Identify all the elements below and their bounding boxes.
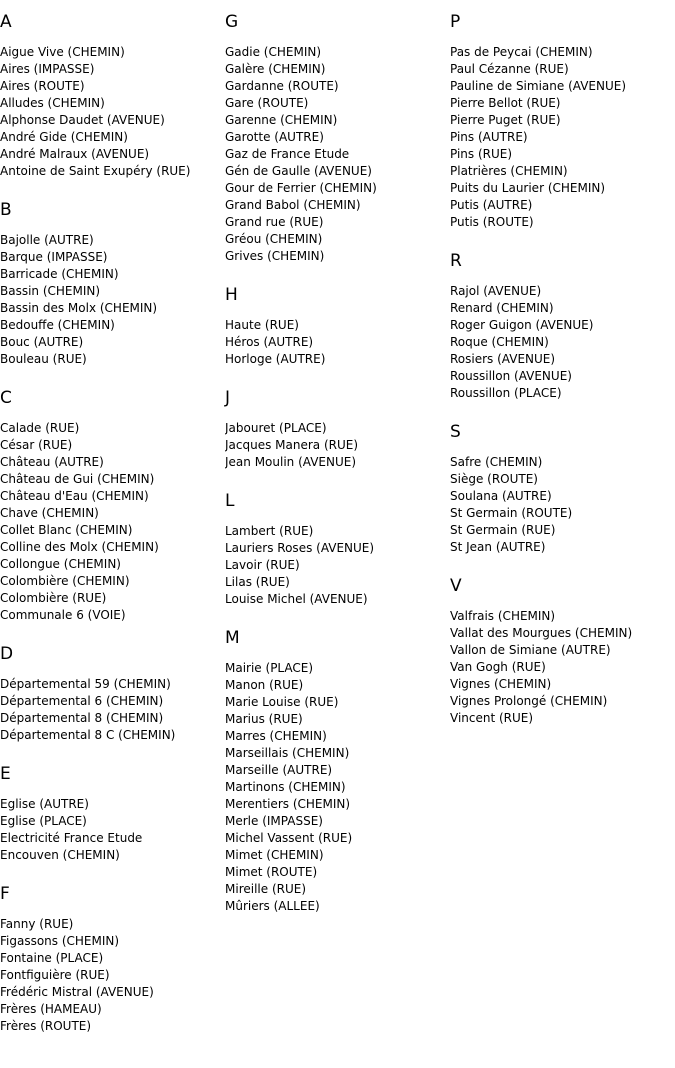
street-name: Roussillon (AVENUE) [450, 369, 572, 383]
street-name: Siège (ROUTE) [450, 472, 538, 486]
street-name: Gén de Gaulle (AVENUE) [225, 164, 372, 178]
letter-heading: B [0, 200, 12, 220]
street-name: Vignes (CHEMIN) [450, 677, 552, 691]
street-column-3 [450, 12, 675, 747]
street-name: Marres (CHEMIN) [225, 729, 327, 743]
letter-group-j [225, 388, 450, 471]
street-name: Château de Gui (CHEMIN) [0, 472, 155, 486]
street-name: Colombière (CHEMIN) [0, 574, 130, 588]
letter-group-c [0, 388, 225, 624]
street-name: Frédéric Mistral (AVENUE) [0, 985, 154, 999]
street-name: Renard (CHEMIN) [450, 301, 554, 315]
street-name: Eglise (PLACE) [0, 814, 87, 828]
street-list [225, 317, 450, 368]
letter-group-f [0, 884, 225, 1035]
street-name: Frères (ROUTE) [0, 1019, 92, 1033]
street-list [0, 420, 225, 624]
street-name: Van Gogh (RUE) [450, 660, 546, 674]
street-name: André Gide (CHEMIN) [0, 130, 128, 144]
letter-heading: D [0, 644, 14, 664]
street-name: Fontaine (PLACE) [0, 951, 104, 965]
letter-heading: J [225, 388, 231, 408]
street-name: Merentiers (CHEMIN) [225, 797, 351, 811]
street-name: Lauriers Roses (AVENUE) [225, 541, 375, 555]
street-name: Louise Michel (AVENUE) [225, 592, 368, 606]
street-name: Lilas (RUE) [225, 575, 290, 589]
letter-group-b [0, 200, 225, 368]
street-name: Jacques Manera (RUE) [225, 438, 359, 452]
street-name: Calade (RUE) [0, 421, 80, 435]
street-name: Encouven (CHEMIN) [0, 848, 120, 862]
letter-heading: L [225, 491, 235, 511]
street-name: Pins (AUTRE) [450, 130, 528, 144]
letter-group-g [225, 12, 450, 265]
street-name: Grives (CHEMIN) [225, 249, 325, 263]
street-name: Marseille (AUTRE) [225, 763, 333, 777]
street-name: Lavoir (RUE) [225, 558, 300, 572]
street-name: Grand rue (RUE) [225, 215, 324, 229]
street-name: Barricade (CHEMIN) [0, 267, 119, 281]
street-name: Lambert (RUE) [225, 524, 314, 538]
street-name: Gadie (CHEMIN) [225, 45, 322, 59]
street-name: St Germain (RUE) [450, 523, 556, 537]
letter-group-r [450, 251, 675, 402]
letter-group-d [0, 644, 225, 744]
street-column-1 [0, 12, 225, 1055]
street-name: Bedouffe (CHEMIN) [0, 318, 115, 332]
street-name: Marseillais (CHEMIN) [225, 746, 350, 760]
street-name: Figassons (CHEMIN) [0, 934, 120, 948]
street-name: Pierre Puget (RUE) [450, 113, 561, 127]
street-name: Merle (IMPASSE) [225, 814, 323, 828]
letter-group-p [450, 12, 675, 231]
street-name: Départemental 6 (CHEMIN) [0, 694, 164, 708]
street-name: Marie Louise (RUE) [225, 695, 339, 709]
street-list [450, 44, 675, 231]
street-column-2 [225, 12, 450, 935]
street-name: Haute (RUE) [225, 318, 299, 332]
street-name: Barque (IMPASSE) [0, 250, 108, 264]
street-name: Garotte (AUTRE) [225, 130, 324, 144]
letter-group-h [225, 285, 450, 368]
letter-heading: C [0, 388, 12, 408]
street-name: Départemental 8 C (CHEMIN) [0, 728, 176, 742]
street-name: André Malraux (AVENUE) [0, 147, 150, 161]
street-name: Aires (ROUTE) [0, 79, 85, 93]
street-name: Manon (RUE) [225, 678, 304, 692]
street-name: Mairie (PLACE) [225, 661, 314, 675]
street-name: Fontfiguière (RUE) [0, 968, 110, 982]
street-list [0, 232, 225, 368]
street-list [450, 283, 675, 402]
street-name: St Germain (ROUTE) [450, 506, 573, 520]
street-name: Bassin (CHEMIN) [0, 284, 101, 298]
street-name: Jabouret (PLACE) [225, 421, 327, 435]
street-name: Communale 6 (VOIE) [0, 608, 126, 622]
letter-heading: S [450, 422, 461, 442]
street-name: Eglise (AUTRE) [0, 797, 89, 811]
street-name: Château d'Eau (CHEMIN) [0, 489, 149, 503]
street-list [225, 523, 450, 608]
street-name: Gréou (CHEMIN) [225, 232, 323, 246]
street-name: Platrières (CHEMIN) [450, 164, 568, 178]
street-name: Valfrais (CHEMIN) [450, 609, 556, 623]
street-name: Marius (RUE) [225, 712, 303, 726]
street-list [0, 796, 225, 864]
street-name: Roger Guigon (AVENUE) [450, 318, 594, 332]
street-name: Aigue Vive (CHEMIN) [0, 45, 125, 59]
street-name: Martinons (CHEMIN) [225, 780, 346, 794]
letter-group-v [450, 576, 675, 727]
street-name: Vignes Prolongé (CHEMIN) [450, 694, 608, 708]
street-name: Electricité France Etude [0, 831, 143, 845]
street-name: Frères (HAMEAU) [0, 1002, 102, 1016]
street-name: Pauline de Simiane (AVENUE) [450, 79, 627, 93]
street-name: Antoine de Saint Exupéry (RUE) [0, 164, 191, 178]
letter-heading: F [0, 884, 10, 904]
street-list [450, 608, 675, 727]
letter-heading: E [0, 764, 11, 784]
street-name: Vallon de Simiane (AUTRE) [450, 643, 611, 657]
street-name: Roussillon (PLACE) [450, 386, 562, 400]
street-name: Bassin des Molx (CHEMIN) [0, 301, 158, 315]
letter-heading: R [450, 251, 462, 271]
street-name: Gour de Ferrier (CHEMIN) [225, 181, 377, 195]
letter-heading: H [225, 285, 238, 305]
street-name: Mireille (RUE) [225, 882, 307, 896]
street-name: Michel Vassent (RUE) [225, 831, 353, 845]
street-name: Pins (RUE) [450, 147, 513, 161]
letter-heading: A [0, 12, 12, 32]
street-name: Mûriers (ALLEE) [225, 899, 320, 913]
street-name: Collet Blanc (CHEMIN) [0, 523, 133, 537]
street-list [225, 420, 450, 471]
street-name: Colline des Molx (CHEMIN) [0, 540, 159, 554]
street-name: Bouc (AUTRE) [0, 335, 84, 349]
letter-heading: G [225, 12, 239, 32]
street-name: Château (AUTRE) [0, 455, 104, 469]
street-list [450, 454, 675, 556]
street-name: Départemental 8 (CHEMIN) [0, 711, 164, 725]
street-name: Alphonse Daudet (AVENUE) [0, 113, 165, 127]
street-name: Vincent (RUE) [450, 711, 534, 725]
letter-group-m [225, 628, 450, 915]
street-name: Gaz de France Etude [225, 147, 350, 161]
street-name: César (RUE) [0, 438, 73, 452]
street-name: Garenne (CHEMIN) [225, 113, 338, 127]
street-name: Putis (AUTRE) [450, 198, 533, 212]
street-name: Galère (CHEMIN) [225, 62, 326, 76]
street-name: Bajolle (AUTRE) [0, 233, 94, 247]
letter-group-a [0, 12, 225, 180]
street-name: Mimet (ROUTE) [225, 865, 318, 879]
street-name: Pierre Bellot (RUE) [450, 96, 561, 110]
street-name: Horloge (AUTRE) [225, 352, 326, 366]
letter-group-e [0, 764, 225, 864]
street-name: Héros (AUTRE) [225, 335, 314, 349]
street-name: Départemental 59 (CHEMIN) [0, 677, 171, 691]
street-name: Rajol (AVENUE) [450, 284, 542, 298]
street-name: Jean Moulin (AVENUE) [225, 455, 357, 469]
street-name: Putis (ROUTE) [450, 215, 534, 229]
street-name: Vallat des Mourgues (CHEMIN) [450, 626, 633, 640]
letter-heading: M [225, 628, 240, 648]
street-name: Puits du Laurier (CHEMIN) [450, 181, 606, 195]
street-name: Alludes (CHEMIN) [0, 96, 105, 110]
street-name: Chave (CHEMIN) [0, 506, 99, 520]
street-name: Soulana (AUTRE) [450, 489, 552, 503]
letter-group-l [225, 491, 450, 608]
street-name: Pas de Peycai (CHEMIN) [450, 45, 593, 59]
street-list [0, 916, 225, 1035]
street-name: St Jean (AUTRE) [450, 540, 546, 554]
street-name: Grand Babol (CHEMIN) [225, 198, 361, 212]
street-name: Colombière (RUE) [0, 591, 107, 605]
street-name: Gare (ROUTE) [225, 96, 309, 110]
street-name: Bouleau (RUE) [0, 352, 87, 366]
street-list [225, 660, 450, 915]
street-list [0, 44, 225, 180]
street-name: Aires (IMPASSE) [0, 62, 95, 76]
street-list [0, 676, 225, 744]
letter-group-s [450, 422, 675, 556]
street-name: Fanny (RUE) [0, 917, 74, 931]
street-name: Rosiers (AVENUE) [450, 352, 556, 366]
street-list [225, 44, 450, 265]
street-name: Mimet (CHEMIN) [225, 848, 324, 862]
street-name: Paul Cézanne (RUE) [450, 62, 569, 76]
letter-heading: V [450, 576, 462, 596]
street-name: Safre (CHEMIN) [450, 455, 543, 469]
letter-heading: P [450, 12, 461, 32]
street-name: Collongue (CHEMIN) [0, 557, 121, 571]
street-name: Roque (CHEMIN) [450, 335, 549, 349]
street-name: Gardanne (ROUTE) [225, 79, 339, 93]
